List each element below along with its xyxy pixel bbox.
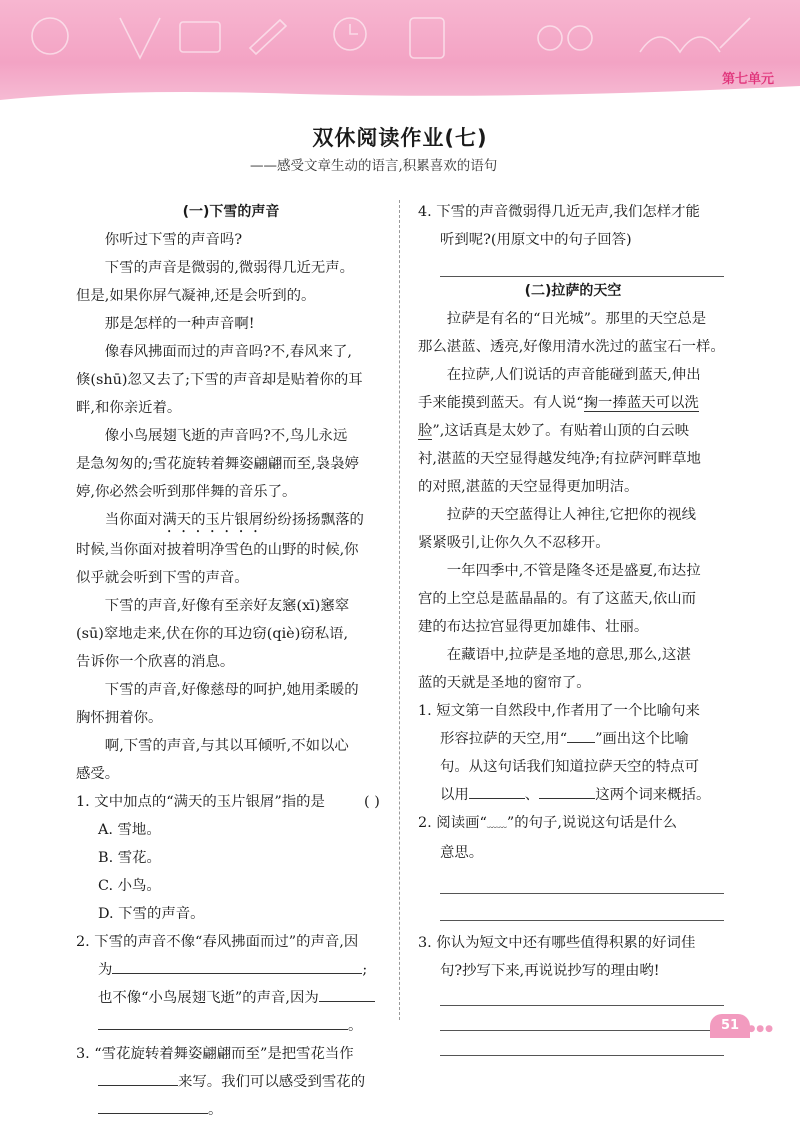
r-question-3-line2: 句?抄写下来,再说说抄写的理由哟! (440, 963, 660, 979)
question-2-text2: 也不像“小鸟展翅飞逝”的声音,因为 (98, 990, 319, 1006)
underlined-phrase: 脸 (418, 423, 433, 439)
question-1-text: 1. 文中加点的“满天的玉片银屑”指的是 (76, 794, 325, 810)
question-2-word: 为 (98, 962, 113, 978)
question-2-line4 (76, 1012, 386, 1040)
unit-label: 第七单元 (721, 72, 774, 87)
text: 2. 阅读画“ (418, 815, 487, 831)
text: 以用 (440, 787, 469, 803)
para-underlined (418, 389, 728, 417)
question-3-line2 (76, 1068, 386, 1096)
para: 那么湛蓝、透亮,好像用清水洗过的蓝宝石一样。 (418, 339, 725, 355)
para: 蓝的天就是圣地的窗帘了。 (418, 675, 591, 691)
answer-line[interactable] (440, 894, 724, 921)
para: 拉萨的天空蓝得让人神往,它把你的视线 (446, 507, 697, 523)
left-column (76, 198, 386, 1124)
para: 那是怎样的一种声音啊! (104, 316, 255, 332)
punct: ; (362, 962, 368, 978)
question-4-line1: 4. 下雪的声音微弱得几近无声,我们怎样才能 (418, 204, 700, 220)
wave-symbol: ﹏﹏ (486, 819, 507, 830)
page-subtitle: ——感受文章生动的语言,积累喜欢的语句 (250, 158, 498, 174)
question-1: 1. 文中加点的“满天的玉片银屑”指的是 ( ) (76, 794, 380, 810)
r-question-1-line1: 1. 短文第一自然段中,作者用了一个比喻句来 (418, 703, 700, 719)
para: 像小鸟展翅飞逝的声音吗?不,鸟儿永远 (104, 428, 348, 444)
para: 是急匆匆的;雪花旋转着舞姿翩翩而至,袅袅婷 (76, 456, 359, 472)
para: 婷,你必然会听到那伴舞的音乐了。 (76, 484, 297, 500)
option-a[interactable]: A. 雪地。 (98, 822, 161, 838)
para: 拉萨是有名的“日光城”。那里的天空总是 (446, 311, 707, 327)
text: ”的句子,说说这句话是什么 (506, 815, 678, 831)
para: 在拉萨,人们说话的声音能碰到蓝天,伸出 (446, 367, 701, 383)
answer-line[interactable] (440, 1031, 724, 1056)
answer-blank[interactable] (319, 987, 375, 1002)
answer-blank[interactable] (98, 1099, 208, 1114)
line-symbol (567, 728, 595, 743)
answer-blank[interactable] (539, 784, 595, 799)
para: 畔,和你亲近着。 (76, 400, 182, 416)
para: 你听过下雪的声音吗? (104, 232, 243, 248)
page-dots-decoration: ●●● (747, 1024, 774, 1034)
text: 手来能摸到蓝天。有人说“ (418, 395, 584, 411)
answer-line[interactable] (440, 1006, 724, 1031)
r-question-1-line4 (418, 781, 728, 809)
r-question-2-line1 (418, 809, 728, 839)
underlined-phrase: 掬一捧蓝天可以洗 (583, 395, 699, 411)
answer-blank[interactable] (469, 784, 525, 799)
r-question-1-line3: 句。从这句话我们知道拉萨天空的特点可 (440, 759, 700, 775)
answer-line[interactable] (440, 867, 724, 894)
punct: 。 (208, 1102, 223, 1118)
answer-line[interactable] (440, 254, 724, 277)
para: (sū)窣地走来,伏在你的耳边窃(qiè)窃私语, (76, 626, 349, 642)
para: 似乎就会听到下雪的声音。 (76, 570, 249, 586)
page-title: 双休阅读作业(七) (312, 126, 488, 150)
para: 一年四季中,不管是隆冬还是盛夏,布达拉 (446, 563, 701, 579)
para: 下雪的声音是微弱的,微弱得几近无声。 (104, 260, 355, 276)
para: 在藏语中,拉萨是圣地的意思,那么,这湛 (446, 647, 691, 663)
para: 下雪的声音,好像有至亲好友窸(xī)窸窣 (104, 598, 350, 614)
question-2-line1: 2. 下雪的声音不像“春风拂面而过”的声音,因 (76, 934, 359, 950)
text: 形容拉萨的天空,用“ (440, 731, 568, 747)
column-divider (399, 200, 400, 1020)
question-2-line3 (76, 984, 386, 1012)
text: ”画出这个比喻 (595, 731, 689, 747)
question-3-line1: 3. “雪花旋转着舞姿翩翩而至”是把雪花当作 (76, 1046, 354, 1062)
school-doodles-icon (20, 8, 780, 68)
para: 啊,下雪的声音,与其以耳倾听,不如以心 (104, 738, 349, 754)
option-c[interactable]: C. 小鸟。 (98, 878, 161, 894)
question-2-line2 (76, 956, 386, 984)
answer-line[interactable] (440, 985, 724, 1006)
para: 衬,湛蓝的天空显得越发纯净;有拉萨河畔草地 (418, 451, 701, 467)
banner-curve (0, 70, 800, 110)
dotted-phrase: 满天的玉片银屑 (162, 512, 264, 528)
right-column (418, 198, 728, 1056)
para (418, 417, 728, 445)
answer-blank[interactable] (98, 1071, 178, 1086)
para: 倏(shū)忽又去了;下雪的声音却是贴着你的耳 (76, 372, 363, 388)
para: 告诉你一个欣喜的消息。 (76, 654, 235, 670)
para: 感受。 (76, 766, 120, 782)
punct: 。 (348, 1018, 363, 1034)
para: 像春风拂面而过的声音吗?不,春风来了, (104, 344, 352, 360)
para: 建的布达拉宫显得更加雄伟、壮丽。 (418, 619, 649, 635)
text: ”,这话真是太妙了。有贴着山顶的白云映 (432, 423, 689, 439)
para: 的对照,湛蓝的天空显得更加明洁。 (418, 479, 639, 495)
para: 胸怀拥着你。 (76, 710, 163, 726)
para: 但是,如果你屏气凝神,还是会听到的。 (76, 288, 316, 304)
r-question-1-line2 (418, 725, 728, 753)
question-3-line3 (76, 1096, 386, 1124)
para: 紧紧吸引,让你久久不忍移开。 (418, 535, 610, 551)
r-question-3-line1: 3. 你认为短文中还有哪些值得积累的好词佳 (418, 935, 696, 951)
question-4-line2: 听到呢?(用原文中的句子回答) (440, 232, 632, 248)
answer-blank[interactable] (98, 1015, 348, 1030)
para: 宫的上空总是蓝晶晶的。有了这蓝天,依山而 (418, 591, 696, 607)
text: 、 (524, 787, 540, 803)
para-dotted: 当你面对满天的玉片银屑纷纷扬扬飘落的 (104, 512, 364, 528)
page-number: 51 (710, 1014, 750, 1038)
para: 下雪的声音,好像慈母的呵护,她用柔暖的 (104, 682, 359, 698)
option-d[interactable]: D. 下雪的声音。 (98, 906, 205, 922)
question-3-text2: 来写。我们可以感受到雪花的 (178, 1074, 366, 1090)
header-banner (0, 0, 800, 104)
r-question-2-line2: 意思。 (440, 845, 484, 861)
section-title-snow: (一)下雪的声音 (182, 204, 280, 220)
question-1-options (76, 816, 386, 928)
option-b[interactable]: B. 雪花。 (98, 850, 161, 866)
section-title-lhasa: (二)拉萨的天空 (524, 283, 622, 299)
text: 这两个词来概括。 (595, 787, 711, 803)
para: 时候,当你面对披着明净雪色的山野的时候,你 (76, 542, 359, 558)
answer-blank[interactable] (112, 959, 362, 974)
